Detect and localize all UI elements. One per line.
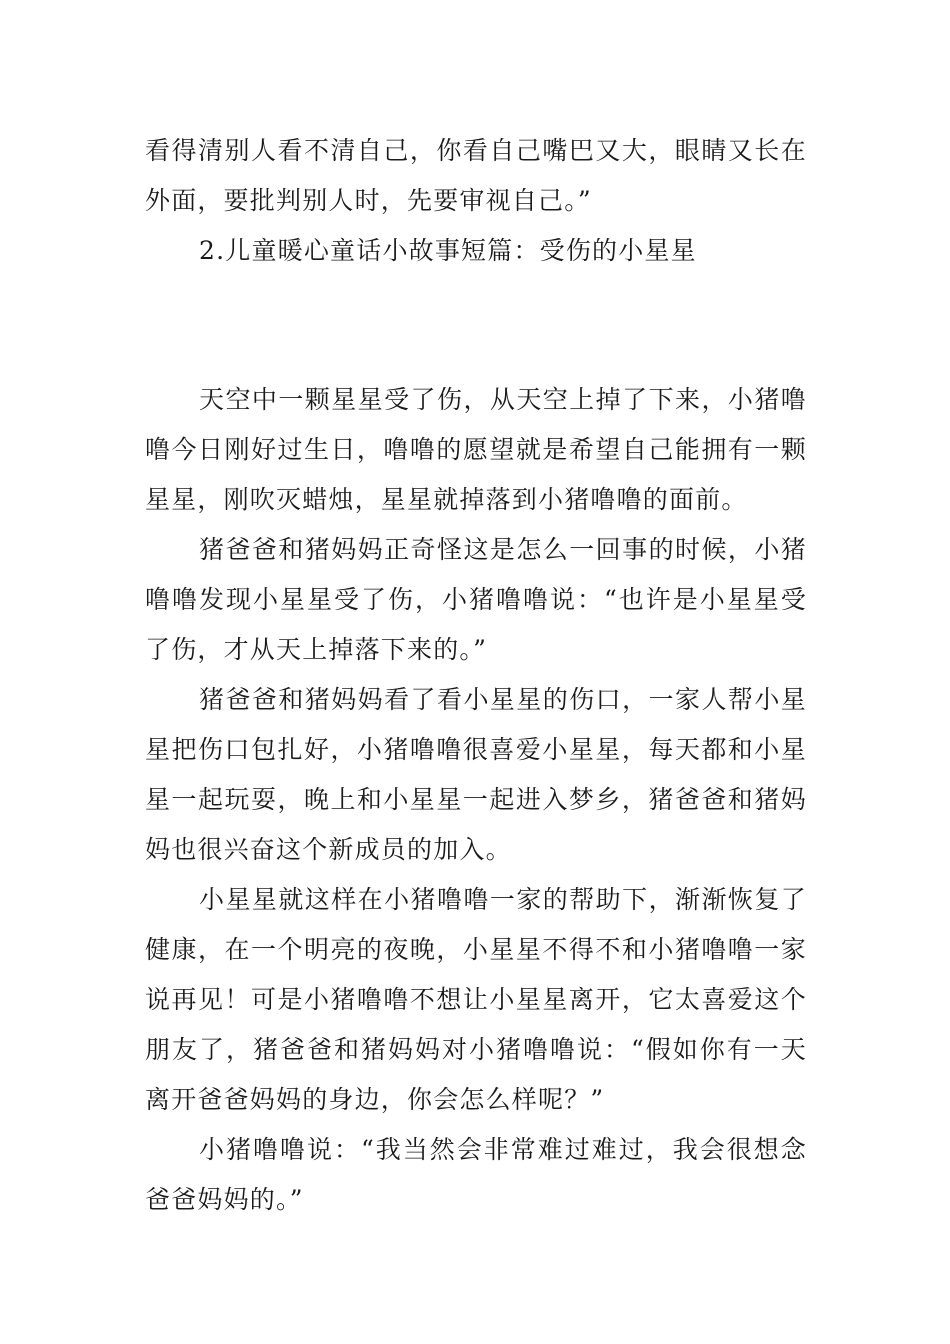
top-text-block bbox=[145, 126, 807, 276]
story-paragraph: 小星星就这样在小猪噜噜一家的帮助下，渐渐恢复了健康，在一个明亮的夜晚，小星星不得不和小猪噜噜一家说再见！可是小猪噜噜不想让小星星离开，它太喜爱这个朋友了，猪爸爸和猪妈妈对小猪噜噜说：“假如你有一天离开爸爸妈妈的身边，你会怎么样呢？” bbox=[145, 885, 807, 1114]
story-paragraph: 猪爸爸和猪妈妈看了看小星星的伤口，一家人帮小星星把伤口包扎好，小猪噜噜很喜爱小星星，每天都和小星星一起玩耍，晚上和小星星一起进入梦乡，猪爸爸和猪妈妈也很兴奋这个新成员的加入。 bbox=[145, 685, 807, 864]
story-paragraph: 小猪噜噜说：“我当然会非常难过难过，我会很想念爸爸妈妈的。” bbox=[145, 1135, 807, 1214]
section-heading: 2.儿童暖心童话小故事短篇：受伤的小星星 bbox=[199, 236, 697, 265]
story-paragraph: 天空中一颗星星受了伤，从天空上掉了下来，小猪噜噜今日刚好过生日，噜噜的愿望就是希望自己能拥有一颗星星，刚吹灭蜡烛，星星就掉落到小猪噜噜的面前。 bbox=[145, 385, 807, 514]
story-body bbox=[145, 375, 807, 1225]
continued-paragraph: 看得清别人看不清自己，你看自己嘴巴又大，眼睛又长在外面，要批判别人时，先要审视自己。” bbox=[145, 136, 807, 215]
story-paragraph: 猪爸爸和猪妈妈正奇怪这是怎么一回事的时候，小猪噜噜发现小星星受了伤，小猪噜噜说：“也许是小星星受了伤，才从天上掉落下来的。” bbox=[145, 535, 807, 664]
